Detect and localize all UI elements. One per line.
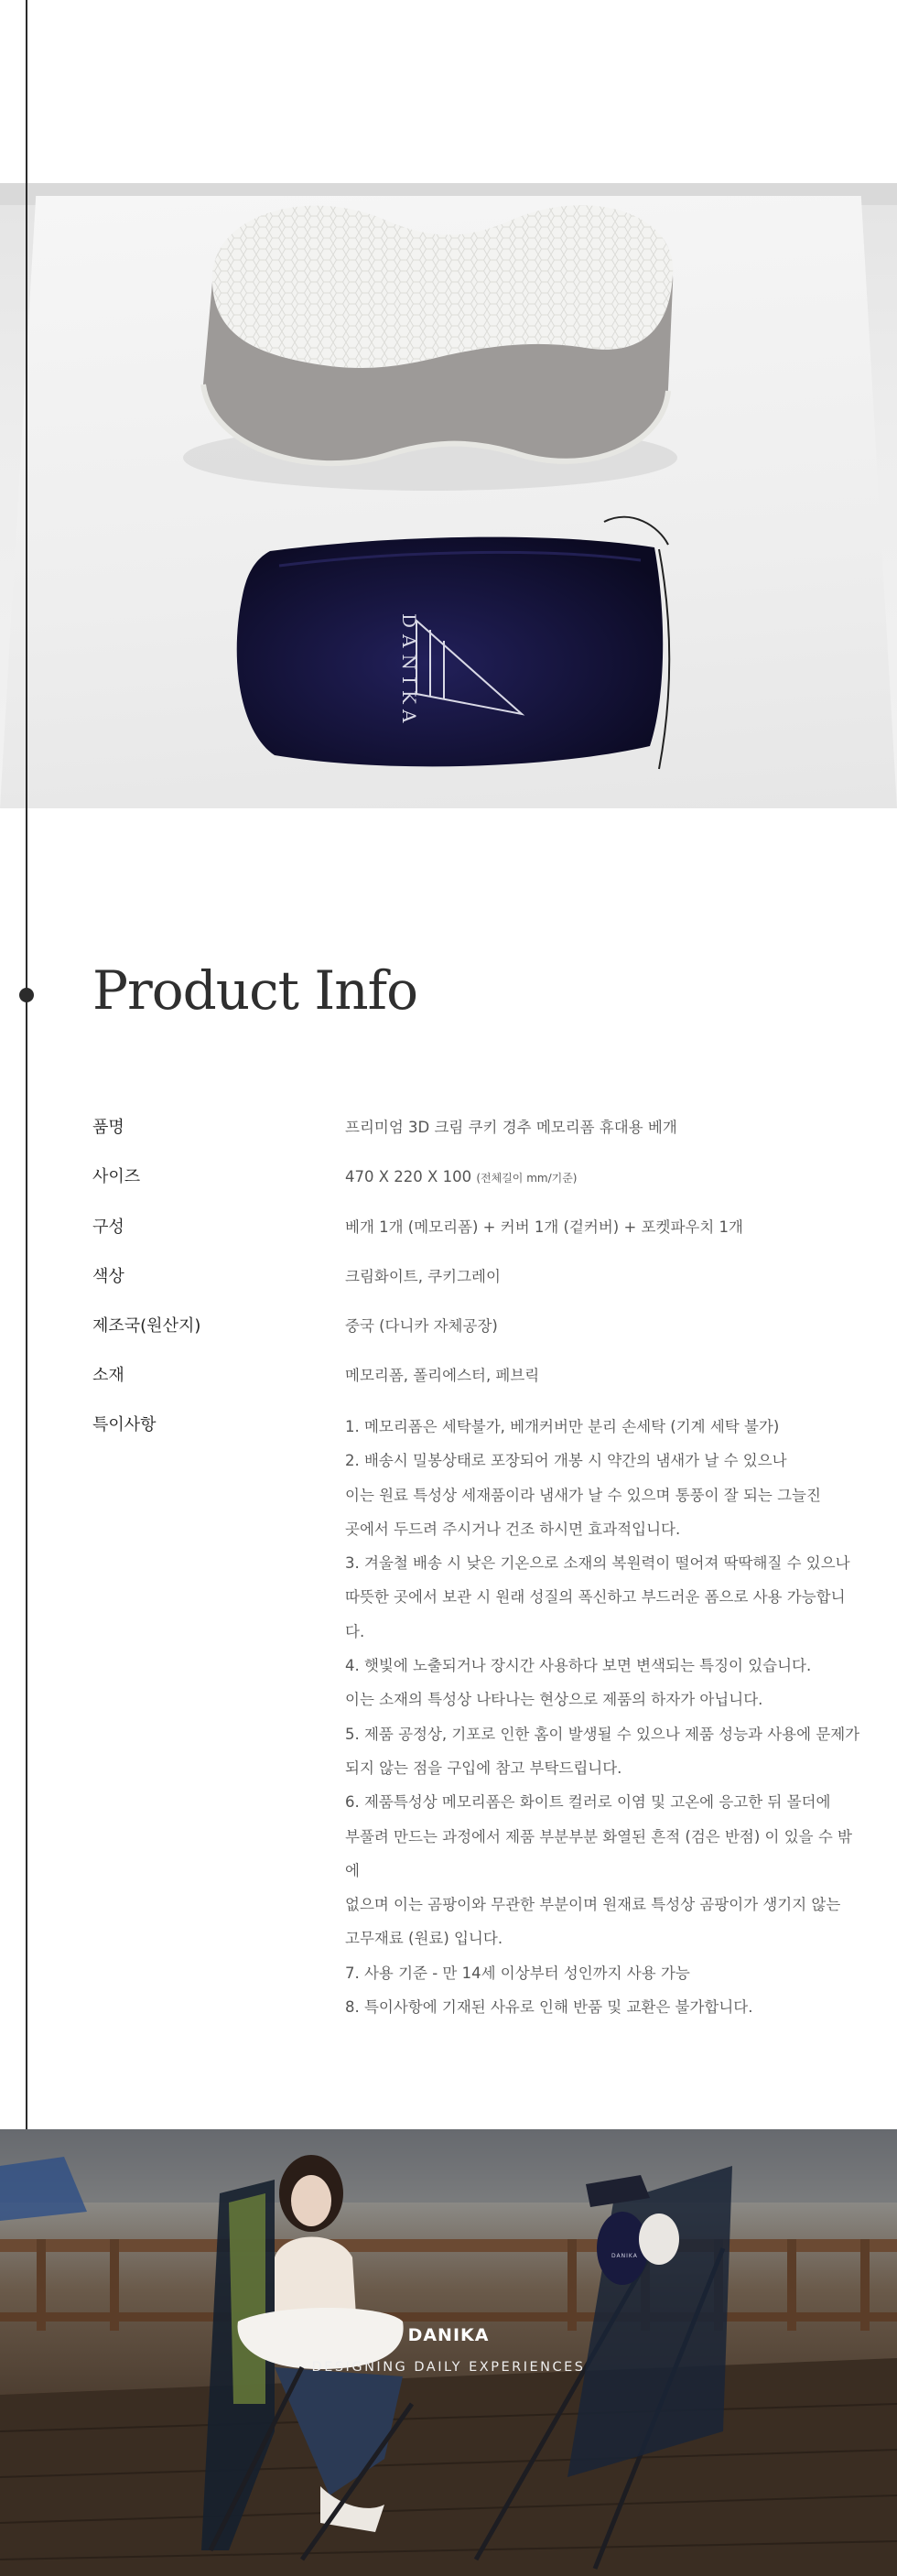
spec-label: 품명 bbox=[92, 1118, 124, 1137]
note-line: 4. 햇빛에 노출되거나 장시간 사용하다 보면 변색되는 특징이 있습니다. bbox=[345, 1657, 812, 1675]
spec-table bbox=[92, 1112, 861, 2042]
note-line: 없으며 이는 곰팡이와 무관한 부분이며 원재료 특성상 곰팡이가 생기지 않는 bbox=[345, 1896, 841, 1914]
chair-logo-text: DANIKA bbox=[611, 2253, 638, 2259]
note-line: 5. 제품 공정상, 기포로 인한 홈이 발생될 수 있으나 제품 성능과 사용에 문제가 bbox=[345, 1725, 860, 1743]
spec-label: 색상 bbox=[92, 1267, 124, 1286]
spec-label: 특이사항 bbox=[92, 1415, 157, 1434]
note-line: 되지 않는 점을 구입에 참고 부탁드립니다. bbox=[345, 1759, 622, 1777]
note-line: 고무재료 (원료) 입니다. bbox=[345, 1930, 503, 1948]
spec-row-size bbox=[92, 1162, 861, 1194]
lifestyle-banner bbox=[0, 2129, 897, 2576]
note-line: 부풀려 만드는 과정에서 제품 부분부분 화열된 흔적 (검은 반점) 이 있을 수 밖에 bbox=[345, 1827, 852, 1879]
spec-value: 베개 1개 (메모리폼) + 커버 1개 (겉커버) + 포켓파우치 1개 bbox=[345, 1218, 743, 1236]
spec-value: 프리미엄 3D 크림 쿠키 경추 메모리폼 휴대용 베개 bbox=[345, 1119, 677, 1136]
note-line: 7. 사용 기준 - 만 14세 이상부터 성인까지 사용 가능 bbox=[345, 1964, 690, 1982]
pouch-logo-text: DANIKA bbox=[398, 613, 420, 730]
spec-value: 메모리폼, 폴리에스터, 페브릭 bbox=[345, 1367, 540, 1384]
note-line: 따뜻한 곳에서 보관 시 원래 성질의 폭신하고 부드러운 폼으로 사용 가능합니다. bbox=[345, 1588, 846, 1640]
lifestyle-scene bbox=[0, 2129, 897, 2576]
note-line: 8. 특이사항에 기재된 사유로 인해 반품 및 교환은 불가합니다. bbox=[345, 1998, 753, 2017]
spec-row-composition bbox=[92, 1212, 861, 1243]
brand-tagline: DESIGNING DAILY EXPERIENCES bbox=[311, 2360, 586, 2375]
pillow-image bbox=[183, 205, 677, 491]
spec-value: 470 X 220 X 100 bbox=[345, 1168, 472, 1185]
note-line: 6. 제품특성상 메모리폼은 화이트 컬러로 이염 및 고온에 응고한 뒤 몰더에 bbox=[345, 1793, 831, 1812]
spec-row-product-name bbox=[92, 1112, 861, 1143]
note-line: 2. 배송시 밀봉상태로 포장되어 개봉 시 약간의 냄새가 날 수 있으나 bbox=[345, 1452, 787, 1470]
spec-value: 중국 (다니카 자체공장) bbox=[345, 1317, 498, 1335]
spec-label: 사이즈 bbox=[92, 1167, 141, 1186]
pouch-image bbox=[237, 517, 670, 769]
spec-label: 소재 bbox=[92, 1366, 124, 1385]
spec-row-color bbox=[92, 1261, 861, 1293]
spec-label: 제조국(원산지) bbox=[92, 1316, 201, 1336]
note-line: 곳에서 두드려 주시거나 건조 하시면 효과적입니다. bbox=[345, 1520, 681, 1538]
note-line: 3. 겨울철 배송 시 낮은 기온으로 소재의 복원력이 떨어져 딱딱해질 수 있으나 bbox=[345, 1554, 850, 1573]
brand-name: DANIKA bbox=[407, 2325, 490, 2345]
spec-value-wrapper bbox=[345, 1162, 577, 1194]
spec-label: 구성 bbox=[92, 1218, 124, 1237]
note-line: 이는 원료 특성상 세재품이라 냄새가 날 수 있으며 통풍이 잘 되는 그늘진 bbox=[345, 1486, 821, 1504]
spec-row-origin bbox=[92, 1311, 861, 1342]
spec-value: 크림화이트, 쿠키그레이 bbox=[345, 1268, 501, 1285]
notes-list bbox=[345, 1410, 861, 2024]
spec-row-notes bbox=[92, 1410, 861, 2024]
spec-row-material bbox=[92, 1360, 861, 1391]
section-title: Product Info bbox=[92, 959, 418, 1022]
spec-value-note: (전체길이 mm/기준) bbox=[476, 1172, 578, 1185]
timeline-dot bbox=[19, 988, 34, 1002]
note-line: 이는 소재의 특성상 나타나는 현상으로 제품의 하자가 아닙니다. bbox=[345, 1691, 763, 1709]
product-photo bbox=[0, 183, 897, 808]
note-line: 1. 메모리폼은 세탁불가, 베개커버만 분리 손세탁 (기계 세탁 불가) bbox=[345, 1418, 780, 1435]
timeline-line bbox=[26, 0, 27, 2129]
